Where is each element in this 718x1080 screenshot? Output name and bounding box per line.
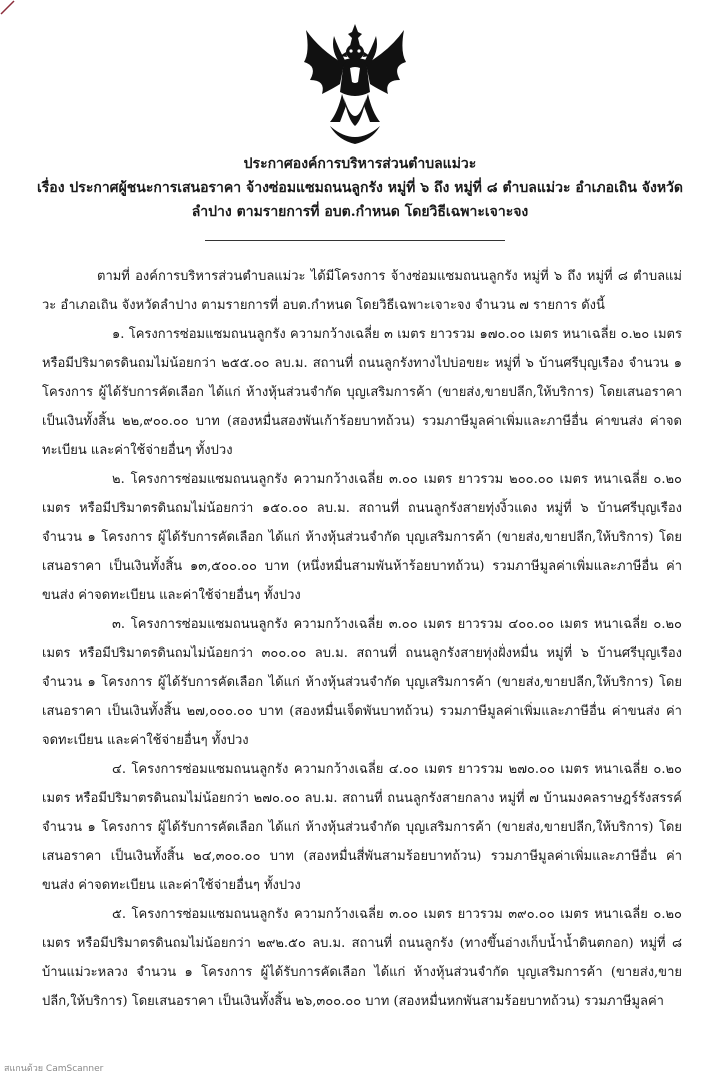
title-block (30, 152, 690, 224)
announcement-body (42, 262, 682, 1016)
item-paragraph-5: ๕. โครงการซ่อมแซมถนนลูกรัง ความกว้างเฉลี่ย ๓.๐๐ เมตร ยาวรวม ๓๙๐.๐๐ เมตร หนาเฉลี่ย ๐.๒๐ เมตร หรือมีปริมาตรดินถมไม่น้อยกว่า ๒๙๒.๕๐ ลบ.ม. สถานที่ ถนนลูกรัง (ทางขึ้นอ่างเก็บน้ำน้ำดินตกอก) หมู่ที่ ๘ บ้านแม่วะหลวง จำนวน ๑ โครงการ ผู้ได้รับการคัดเลือก ได้แก่ ห้างหุ้นส่วนจำกัด บุญเสริมการค้า (ขายส่ง,ขายปลีก,ให้บริการ) โดยเสนอราคา เป็นเงินทั้งสิ้น ๒๖,๓๐๐.๐๐ บาท (สองหมื่นหกพันสามร้อยบาทถ้วน) รวมภาษีมูลค่า (42, 907, 682, 1009)
title-divider (205, 240, 505, 241)
garuda-emblem-icon (300, 22, 410, 150)
item-paragraph-1: ๑. โครงการซ่อมแซมถนนลูกรัง ความกว้างเฉลี่ย ๓ เมตร ยาวรวม ๑๗๐.๐๐ เมตร หนาเฉลี่ย ๐.๒๐ เมตร หรือมีปริมาตรดินถมไม่น้อยกว่า ๒๕๕.๐๐ ลบ.ม. สถานที่ ถนนลูกรังทางไปบ่อขยะ หมู่ที่ ๖ บ้านศรีบุญเรือง จำนวน ๑ โครงการ ผู้ได้รับการคัดเลือก ได้แก่ ห้างหุ้นส่วนจำกัด บุญเสริมการค้า (ขายส่ง,ขายปลีก,ให้บริการ) โดยเสนอราคา เป็นเงินทั้งสิ้น ๒๒,๙๐๐.๐๐ บาท (สองหมื่นสองพันเก้าร้อยบาทถ้วน) รวมภาษีมูลค่าเพิ่มและภาษีอื่น ค่าขนส่ง ค่าจดทะเบียน และค่าใช้จ่ายอื่นๆ ทั้งปวง (42, 327, 682, 458)
subject-line-1: เรื่อง ประกาศผู้ชนะการเสนอราคา จ้างซ่อมแซมถนนลูกรัง หมู่ที่ ๖ ถึง หมู่ที่ ๘ ตำบลแม่วะ อำเภอเถิน จังหวัด (37, 180, 683, 196)
item-paragraph-4: ๔. โครงการซ่อมแซมถนนลูกรัง ความกว้างเฉลี่ย ๔.๐๐ เมตร ยาวรวม ๒๗๐.๐๐ เมตร หนาเฉลี่ย ๐.๒๐ เมตร หรือมีปริมาตรดินถมไม่น้อยกว่า ๒๗๐.๐๐ ลบ.ม. สถานที่ ถนนลูกรังสายกลาง หมู่ที่ ๗ บ้านมงคลราษฎร์รังสรรค์ จำนวน ๑ โครงการ ผู้ได้รับการคัดเลือก ได้แก่ ห้างหุ้นส่วนจำกัด บุญเสริมการค้า (ขายส่ง,ขายปลีก,ให้บริการ) โดยเสนอราคา เป็นเงินทั้งสิ้น ๒๔,๓๐๐.๐๐ บาท (สองหมื่นสี่พันสามร้อยบาทถ้วน) รวมภาษีมูลค่าเพิ่มและภาษีอื่น ค่าขนส่ง ค่าจดทะเบียน และค่าใช้จ่ายอื่นๆ ทั้งปวง (42, 762, 682, 893)
item-paragraph-3: ๓. โครงการซ่อมแซมถนนลูกรัง ความกว้างเฉลี่ย ๓.๐๐ เมตร ยาวรวม ๔๐๐.๐๐ เมตร หนาเฉลี่ย ๐.๒๐ เมตร หรือมีปริมาตรดินถมไม่น้อยกว่า ๓๐๐.๐๐ ลบ.ม. สถานที่ ถนนลูกรังสายทุ่งฝั่งหมื่น หมู่ที่ ๖ บ้านศรีบุญเรือง จำนวน ๑ โครงการ ผู้ได้รับการคัดเลือก ได้แก่ ห้างหุ้นส่วนจำกัด บุญเสริมการค้า (ขายส่ง,ขายปลีก,ให้บริการ) โดยเสนอราคา เป็นเงินทั้งสิ้น ๒๗,๐๐๐.๐๐ บาท (สองหมื่นเจ็ดพันบาทถ้วน) รวมภาษีมูลค่าเพิ่มและภาษีอื่น ค่าขนส่ง ค่าจดทะเบียน และค่าใช้จ่ายอื่นๆ ทั้งปวง (42, 617, 682, 748)
scanner-watermark: สแกนด้วย CamScanner (4, 1064, 104, 1074)
intro-paragraph: ตามที่ องค์การบริหารส่วนตำบลแม่วะ ได้มีโครงการ จ้างซ่อมแซมถนนลูกรัง หมู่ที่ ๖ ถึง หมู่ที่ ๘ ตำบลแม่วะ อำเภอเถิน จังหวัดลำปาง ตามรายการที่ อบต.กำหนด โดยวิธีเฉพาะเจาะจง จำนวน ๗ รายการ ดังนี้ (42, 269, 682, 313)
organization-title: ประกาศองค์การบริหารส่วนตำบลแม่วะ (243, 156, 477, 172)
item-paragraph-2: ๒. โครงการซ่อมแซมถนนลูกรัง ความกว้างเฉลี่ย ๓.๐๐ เมตร ยาวรวม ๒๐๐.๐๐ เมตร หนาเฉลี่ย ๐.๒๐ เมตร หรือมีปริมาตรดินถมไม่น้อยกว่า ๑๕๐.๐๐ ลบ.ม. สถานที่ ถนนลูกรังสายทุ่งงิ้วแดง หมู่ที่ ๖ บ้านศรีบุญเรือง จำนวน ๑ โครงการ ผู้ได้รับการคัดเลือก ได้แก่ ห้างหุ้นส่วนจำกัด บุญเสริมการค้า (ขายส่ง,ขายปลีก,ให้บริการ) โดยเสนอราคา เป็นเงินทั้งสิ้น ๑๓,๕๐๐.๐๐ บาท (หนึ่งหมื่นสามพันห้าร้อยบาทถ้วน) รวมภาษีมูลค่าเพิ่มและภาษีอื่น ค่าขนส่ง ค่าจดทะเบียน และค่าใช้จ่ายอื่นๆ ทั้งปวง (42, 472, 682, 603)
subject-line-2: ลำปาง ตามรายการที่ อบต.กำหนด โดยวิธีเฉพาะเจาะจง (191, 204, 529, 220)
scan-corner-mark-icon (0, 0, 20, 20)
